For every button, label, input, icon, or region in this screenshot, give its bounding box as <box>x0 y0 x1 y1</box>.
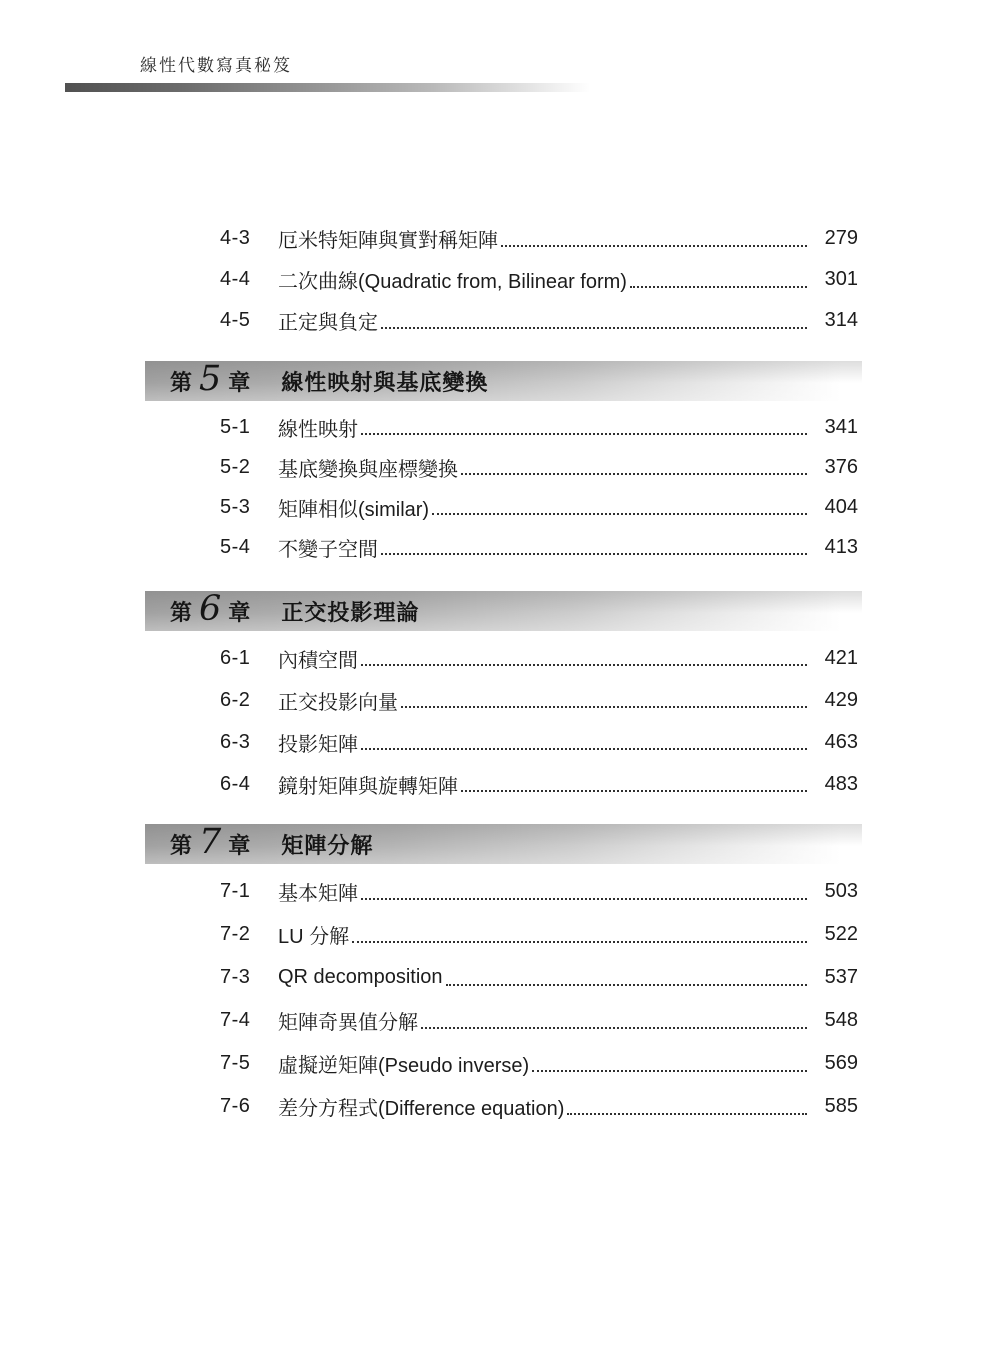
entry-page-number: 429 <box>824 688 858 711</box>
entry-page-number: 585 <box>824 1095 858 1117</box>
dot-leader <box>401 706 807 708</box>
entry-number: 4-5 <box>220 309 251 331</box>
toc-entry <box>0 956 1000 999</box>
entry-number: 7-6 <box>220 1095 251 1117</box>
entry-page-number: 404 <box>824 495 858 518</box>
toc-entry <box>0 637 1000 679</box>
running-header-book-title: 線性代數寫真秘笈 <box>140 56 292 75</box>
dot-leader <box>352 941 807 943</box>
toc-entry <box>0 300 1000 341</box>
toc-entry <box>0 679 1000 721</box>
entry-page-number: 503 <box>824 880 858 902</box>
dot-leader <box>421 1027 807 1029</box>
chapter-7-entries <box>0 870 1000 1128</box>
toc-entry <box>0 1042 1000 1085</box>
entry-page-number: 421 <box>824 646 858 669</box>
chapter-label-prefix: 第 <box>170 599 193 625</box>
entry-number: 6-3 <box>220 730 251 753</box>
entry-title: 不變子空間 <box>278 538 378 561</box>
entry-number: 5-1 <box>220 415 251 438</box>
chapter-label-suffix: 章 <box>228 599 251 625</box>
entry-title: 差分方程式(Difference equation) <box>278 1098 565 1120</box>
dot-leader <box>361 748 807 750</box>
dot-leader <box>461 790 807 792</box>
entry-title: 矩陣奇異值分解 <box>278 1012 418 1034</box>
table-of-contents <box>0 218 1000 1128</box>
entry-page-number: 522 <box>824 923 858 945</box>
chapter-7-heading <box>145 821 862 864</box>
dot-leader <box>432 513 807 515</box>
header-gradient-rule <box>65 83 590 92</box>
entry-page-number: 463 <box>824 730 858 753</box>
chapter-label-suffix: 章 <box>228 369 251 395</box>
toc-entry <box>0 259 1000 300</box>
toc-entry <box>0 1085 1000 1128</box>
entry-number: 7-5 <box>220 1052 251 1074</box>
chapter-label-prefix: 第 <box>170 832 193 858</box>
dot-leader <box>361 664 807 666</box>
toc-entry <box>0 527 1000 567</box>
dot-leader <box>381 327 807 329</box>
dot-leader <box>567 1113 807 1115</box>
entry-page-number: 537 <box>824 966 858 988</box>
dot-leader <box>446 984 807 986</box>
chapter-6-heading <box>145 588 862 631</box>
entry-title: 虛擬逆矩陣(Pseudo inverse) <box>278 1055 530 1077</box>
entry-page-number: 548 <box>824 1009 858 1031</box>
entry-title: 矩陣相似(similar) <box>278 498 430 521</box>
chapter-5-entries <box>0 407 1000 567</box>
entry-page-number: 314 <box>824 309 858 331</box>
dot-leader <box>630 286 807 288</box>
entry-title: 內積空間 <box>278 649 358 672</box>
entry-number: 4-3 <box>220 227 251 249</box>
entry-page-number: 413 <box>824 535 858 558</box>
chapter-number: 5 <box>199 358 222 399</box>
toc-entry <box>0 407 1000 447</box>
entry-title: 投影矩陣 <box>278 733 358 756</box>
entry-page-number: 301 <box>824 268 858 290</box>
entry-page-number: 279 <box>824 227 858 249</box>
toc-entry <box>0 913 1000 956</box>
entry-number: 5-2 <box>220 455 251 478</box>
entry-title: 正定與負定 <box>278 312 378 334</box>
toc-entry <box>0 721 1000 763</box>
dot-leader <box>361 433 807 435</box>
entry-number: 5-4 <box>220 535 251 558</box>
chapter-number: 7 <box>199 821 222 862</box>
entry-title: LU 分解 <box>278 926 350 948</box>
entry-title: QR decomposition <box>278 966 443 988</box>
toc-entry <box>0 999 1000 1042</box>
entry-number: 4-4 <box>220 268 251 290</box>
entry-number: 5-3 <box>220 495 251 518</box>
chapter-title: 矩陣分解 <box>281 832 374 858</box>
chapter-label-prefix: 第 <box>170 369 193 395</box>
entry-number: 6-4 <box>220 772 251 795</box>
dot-leader <box>532 1070 807 1072</box>
entry-number: 7-2 <box>220 923 251 945</box>
entry-page-number: 569 <box>824 1052 858 1074</box>
entry-page-number: 341 <box>824 415 858 438</box>
chapter-number: 6 <box>199 588 222 629</box>
entry-title: 正交投影向量 <box>278 691 398 714</box>
entry-title: 鏡射矩陣與旋轉矩陣 <box>278 775 458 798</box>
entry-number: 7-4 <box>220 1009 251 1031</box>
chapter-6-entries <box>0 637 1000 805</box>
toc-entry <box>0 218 1000 259</box>
toc-entry <box>0 487 1000 527</box>
toc-entry <box>0 763 1000 805</box>
entry-number: 6-1 <box>220 646 251 669</box>
entry-page-number: 483 <box>824 772 858 795</box>
chapter-4-entries <box>0 218 1000 341</box>
chapter-title: 線性映射與基底變換 <box>281 369 489 395</box>
entry-title: 厄米特矩陣與實對稱矩陣 <box>278 230 498 252</box>
dot-leader <box>501 245 807 247</box>
chapter-label-suffix: 章 <box>228 832 251 858</box>
entry-number: 7-1 <box>220 880 251 902</box>
entry-number: 7-3 <box>220 966 251 988</box>
entry-title: 基本矩陣 <box>278 883 358 905</box>
chapter-title: 正交投影理論 <box>281 599 420 625</box>
entry-title: 基底變換與座標變換 <box>278 458 458 481</box>
dot-leader <box>361 898 807 900</box>
chapter-5-heading <box>145 358 862 401</box>
entry-title: 二次曲線(Quadratic from, Bilinear form) <box>278 271 627 293</box>
entry-page-number: 376 <box>824 455 858 478</box>
toc-entry <box>0 870 1000 913</box>
entry-title: 線性映射 <box>278 418 358 441</box>
dot-leader <box>381 553 807 555</box>
toc-entry <box>0 447 1000 487</box>
entry-number: 6-2 <box>220 688 251 711</box>
dot-leader <box>461 473 807 475</box>
